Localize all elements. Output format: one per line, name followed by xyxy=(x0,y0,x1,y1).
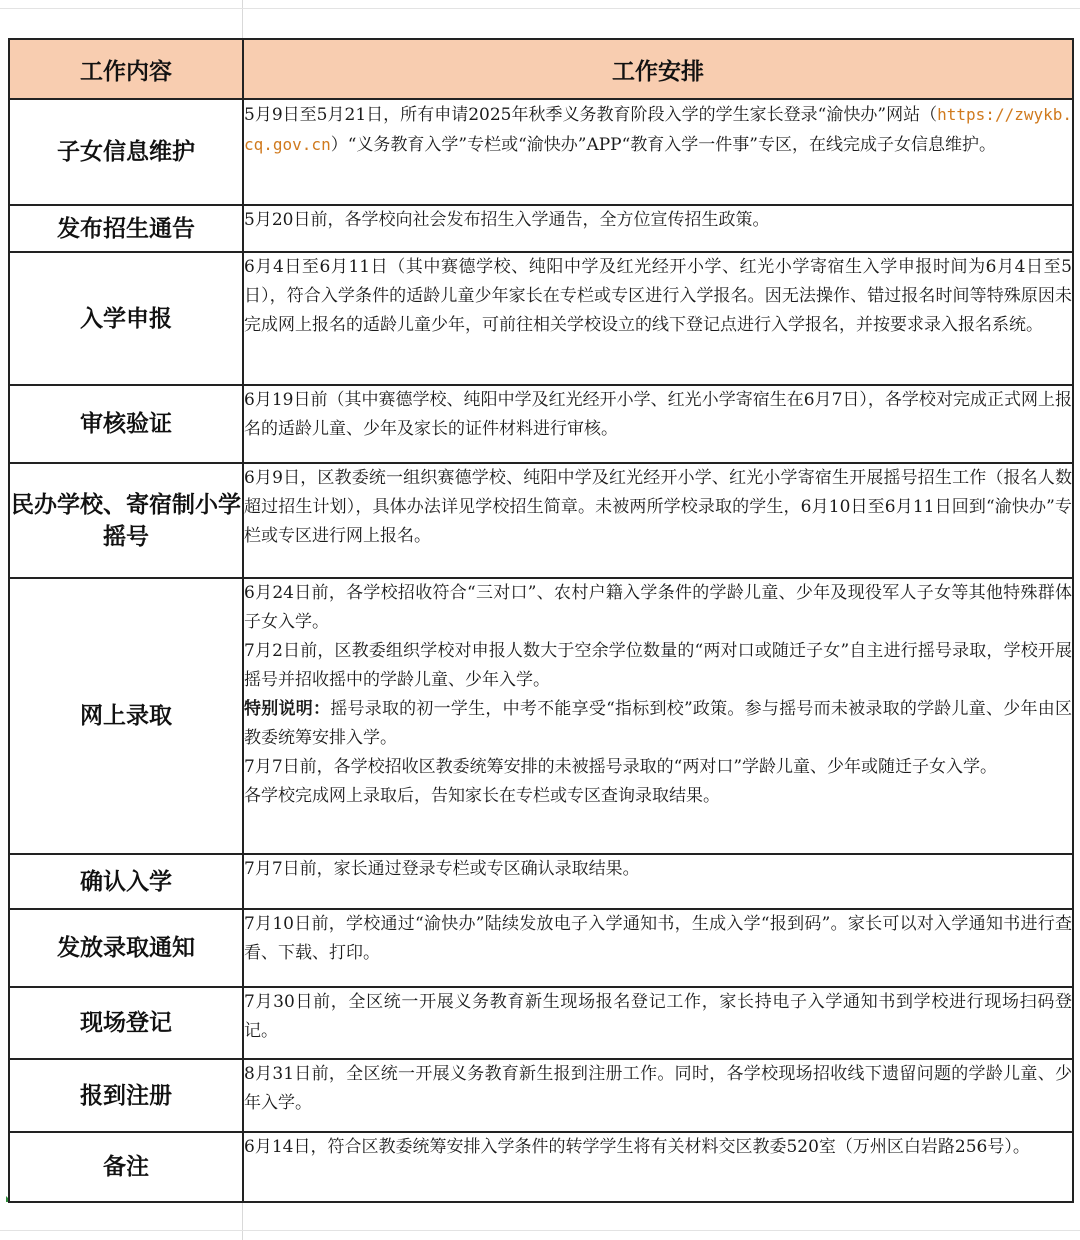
header-work-content: 工作内容 xyxy=(9,39,243,99)
row-label: 入学申报 xyxy=(9,252,243,385)
row-content: 6月19日前（其中赛德学校、纯阳中学及红光经开小学、红光小学寄宿生在6月7日），各学校对完成正式网上报名的适龄儿童、少年及家长的证件材料进行审核。 xyxy=(243,385,1073,463)
row-text: ）“义务教育入学”专栏或“渝快办”APP“教育入学一件事”专区，在线完成子女信息维护。 xyxy=(330,135,997,155)
row-text: 5月9日至5月21日，所有申请2025年秋季义务教育阶段入学的学生家长登录“渝快办”网站（ xyxy=(244,105,938,125)
row-label: 子女信息维护 xyxy=(9,99,243,205)
row-content xyxy=(243,578,1073,854)
table-row xyxy=(9,205,1073,252)
sheet-gridline xyxy=(0,1230,1080,1231)
special-note-label: 特别说明： xyxy=(244,699,331,719)
row-content: 7月10日前，学校通过“渝快办”陆续发放电子入学通知书，生成入学“报到码”。家长可以对入学通知书进行查看、下载、打印。 xyxy=(243,909,1073,987)
table-row xyxy=(9,578,1073,854)
row-paragraph: 各学校完成网上录取后，告知家长在专栏或专区查询录取结果。 xyxy=(244,786,720,806)
row-content: 6月4日至6月11日（其中赛德学校、纯阳中学及红光经开小学、红光小学寄宿生入学申报时间为6月4日至5日），符合入学条件的适龄儿童少年家长在专栏或专区进行入学报名。因无法操作、错过报名时间等特殊原因未完成网上报名的适龄儿童少年，可前往相关学校设立的线下登记点进行入学报名，并按要求录入报名系统。 xyxy=(243,252,1073,385)
row-paragraph: 7月7日前，各学校招收区教委统筹安排的未被摇号录取的“两对口”学龄儿童、少年或随迁子女入学。 xyxy=(244,757,998,777)
row-label: 审核验证 xyxy=(9,385,243,463)
enrollment-schedule-table xyxy=(8,38,1074,1203)
sheet-gridline xyxy=(0,8,1080,9)
row-label: 报到注册 xyxy=(9,1059,243,1132)
row-content: 7月30日前，全区统一开展义务教育新生现场报名登记工作，家长持电子入学通知书到学校进行现场扫码登记。 xyxy=(243,987,1073,1059)
row-content: 6月9日，区教委统一组织赛德学校、纯阳中学及红光经开小学、红光小学寄宿生开展摇号招生工作（报名人数超过招生计划），具体办法详见学校招生简章。未被两所学校录取的学生，6月10日至6月11日回到“渝快办”专栏或专区进行网上报名。 xyxy=(243,463,1073,578)
row-paragraph: 7月2日前，区教委组织学校对申报人数大于空余学位数量的“两对口或随迁子女”自主进行摇号录取，学校开展摇号并招收摇中的学龄儿童、少年入学。 xyxy=(244,641,1072,690)
row-content xyxy=(243,99,1073,205)
row-label: 网上录取 xyxy=(9,578,243,854)
table-row xyxy=(9,987,1073,1059)
table-row xyxy=(9,463,1073,578)
row-paragraph: 6月24日前，各学校招收符合“三对口”、农村户籍入学条件的学龄儿童、少年及现役军人子女等其他特殊群体子女入学。 xyxy=(244,583,1072,632)
row-label: 确认入学 xyxy=(9,854,243,909)
table-header-row xyxy=(9,39,1073,99)
row-label: 备注 xyxy=(9,1132,243,1202)
row-content: 5月20日前，各学校向社会发布招生入学通告，全方位宣传招生政策。 xyxy=(243,205,1073,252)
website-link[interactable]: https://zwykb.cq.gov.cn xyxy=(244,105,1072,154)
row-label: 发布招生通告 xyxy=(9,205,243,252)
row-label: 现场登记 xyxy=(9,987,243,1059)
row-content: 8月31日前，全区统一开展义务教育新生报到注册工作。同时，各学校现场招收线下遗留问题的学龄儿童、少年入学。 xyxy=(243,1059,1073,1132)
row-paragraph xyxy=(244,695,1072,753)
table-row xyxy=(9,1059,1073,1132)
special-note-text: 摇号录取的初一学生，中考不能享受“指标到校”政策。参与摇号而未被录取的学龄儿童、少年由区教委统筹安排入学。 xyxy=(244,699,1072,748)
table-row xyxy=(9,99,1073,205)
table-row xyxy=(9,252,1073,385)
table-row xyxy=(9,909,1073,987)
row-label: 民办学校、寄宿制小学摇号 xyxy=(9,463,243,578)
row-content: 6月14日，符合区教委统筹安排入学条件的转学学生将有关材料交区教委520室（万州区白岩路256号）。 xyxy=(243,1132,1073,1202)
row-content: 7月7日前，家长通过登录专栏或专区确认录取结果。 xyxy=(243,854,1073,909)
table-row xyxy=(9,1132,1073,1202)
table-row xyxy=(9,385,1073,463)
row-label: 发放录取通知 xyxy=(9,909,243,987)
table-row xyxy=(9,854,1073,909)
header-work-arrangement: 工作安排 xyxy=(243,39,1073,99)
